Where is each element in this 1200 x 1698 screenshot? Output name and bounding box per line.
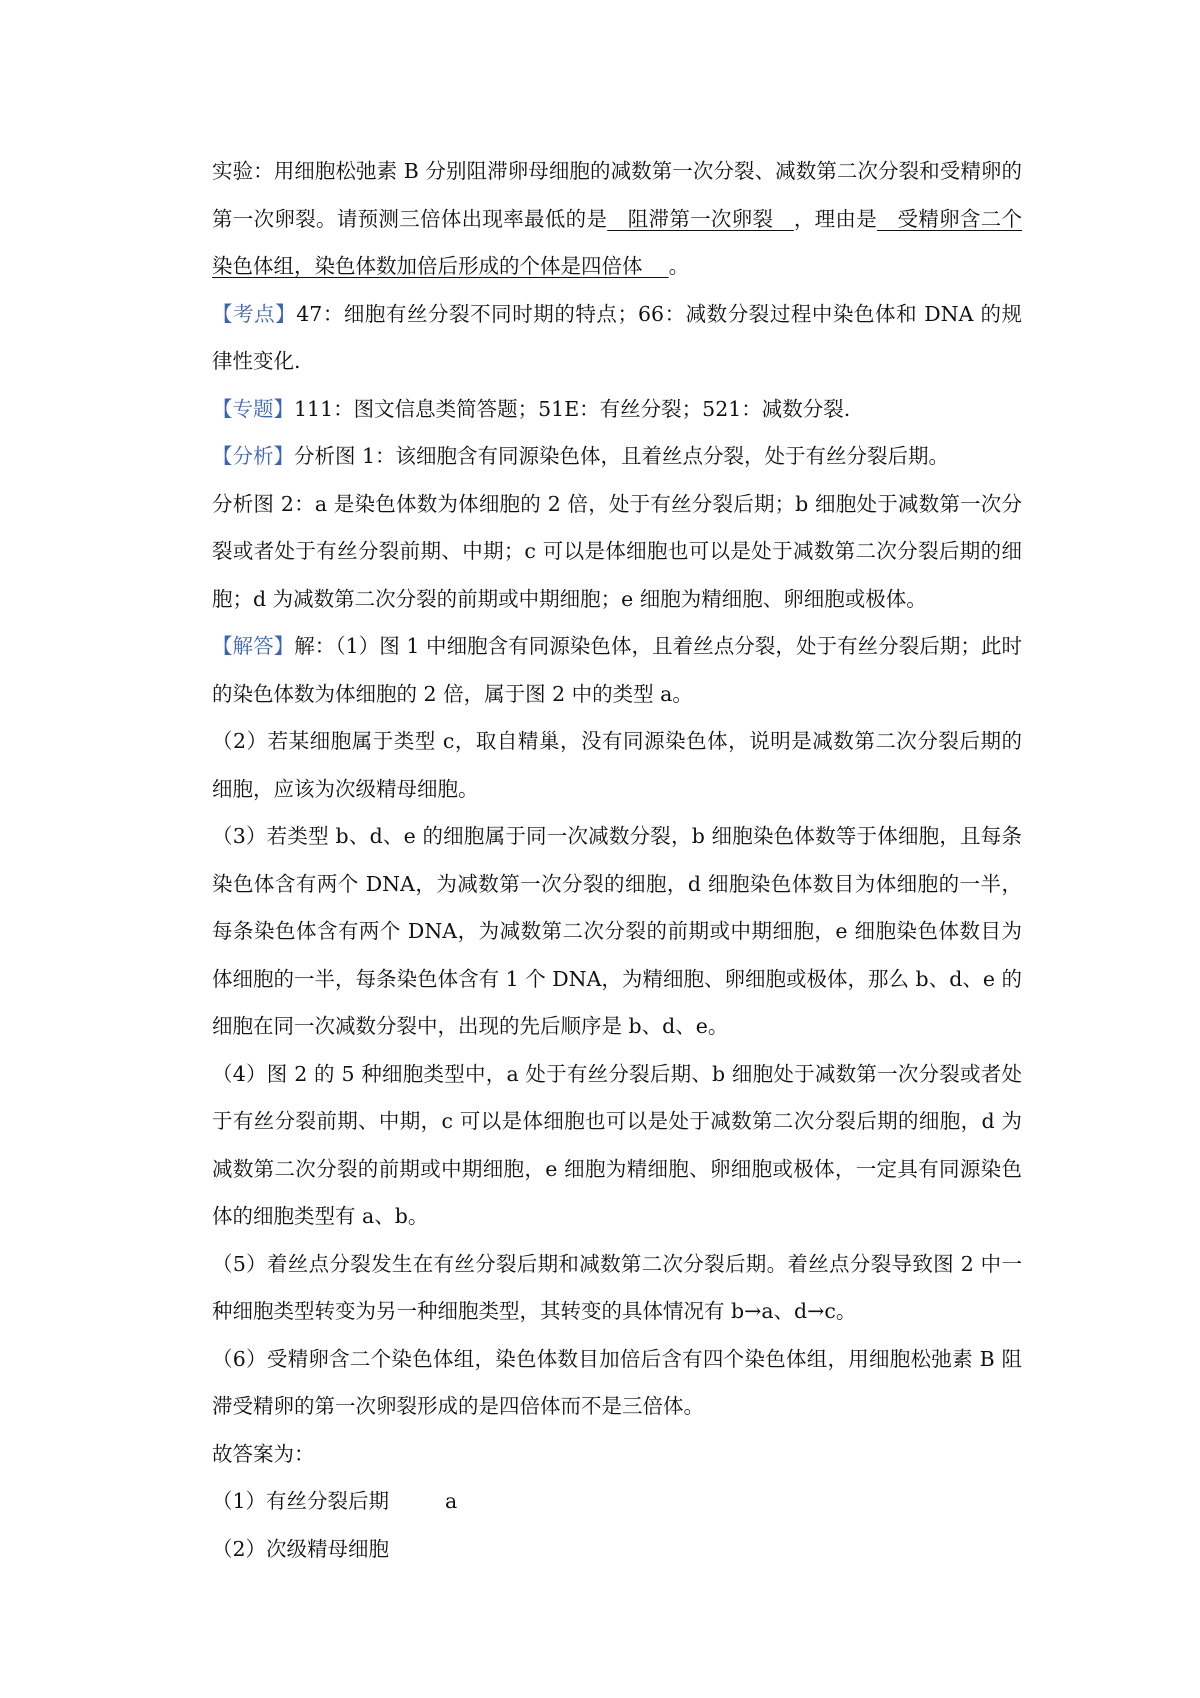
answer-2: （2）次级精母细胞 <box>212 1536 390 1561</box>
zhuanti-tag: 【专题】 <box>212 396 294 421</box>
kaodian-tag: 【考点】 <box>212 301 297 326</box>
jieda-paragraph-3: （3）若类型 b、d、e 的细胞属于同一次减数分裂，b 细胞染色体数等于体细胞，且每条染色体含有两个 DNA，为减数第一次分裂的细胞，d 细胞染色体数目为体细胞的一半，每条染色体含有两个 DNA，为减数第二次分裂的前期或中期细胞，e 细胞染色体数目为体细胞的一半，每条染色体含有 1 个 DNA，为精细胞、卵细胞或极体，那么 b、d、e 的细胞在同一次减数分裂中，出现的先后顺序是 b、d、e。 <box>212 824 1022 1038</box>
answer-blank-2: 受精卵含二个染色体组，染色体数加倍后形成的个体是四倍体 <box>212 206 1023 278</box>
answer-1-label: （1）有丝分裂后期 <box>212 1489 390 1513</box>
answer-1 <box>212 1478 1022 1526</box>
experiment-lead: 实验：用细胞松弛素 B 分别阻滞卵母细胞的减数第一次分裂、减数第二次分裂和受精卵的第一次卵裂。请预测三倍体出现率最低的是 <box>212 159 1022 231</box>
jieda-paragraph-2: （2）若某细胞属于类型 c，取自精巢，没有同源染色体，说明是减数第二次分裂后期的细胞，应该为次级精母细胞。 <box>212 729 1022 801</box>
answer-heading: 故答案为： <box>212 1441 315 1466</box>
answer-blank-1: 阻滞第一次卵裂 <box>607 206 794 231</box>
jieda-tag: 【解答】 <box>212 634 295 658</box>
answer-1-value: a <box>445 1489 458 1513</box>
jieda-p1: 解：（1）图 1 中细胞含有同源染色体，且着丝点分裂，处于有丝分裂后期；此时的染色体数为体细胞的 2 倍，属于图 2 中的类型 a。 <box>212 634 1022 706</box>
zhuanti-text: 111：图文信息类简答题；51E：有丝分裂；521：减数分裂. <box>294 396 851 421</box>
jieda-paragraph-1 <box>212 623 1022 718</box>
fenxi-paragraph-2: 分析图 2：a 是染色体数为体细胞的 2 倍，处于有丝分裂后期；b 细胞处于减数第一次分裂或者处于有丝分裂前期、中期；c 可以是体细胞也可以是处于减数第二次分裂后期的细胞；d 为减数第二次分裂的前期或中期细胞；e 细胞为精细胞、卵细胞或极体。 <box>212 491 1022 611</box>
fenxi-tag: 【分析】 <box>212 444 294 468</box>
experiment-mid: ，理由是 <box>793 206 878 231</box>
kaodian-paragraph <box>212 291 1022 386</box>
experiment-end: 。 <box>668 254 690 278</box>
fenxi-text: 分析图 1：该细胞含有同源染色体，且着丝点分裂，处于有丝分裂后期。 <box>294 444 950 468</box>
fenxi-paragraph <box>212 433 1022 481</box>
experiment-paragraph <box>212 148 1022 291</box>
zhuanti-paragraph <box>212 386 1022 434</box>
kaodian-text: 47：细胞有丝分裂不同时期的特点；66：减数分裂过程中染色体和 DNA 的规律性变化. <box>212 301 1022 373</box>
jieda-paragraph-4: （4）图 2 的 5 种细胞类型中，a 处于有丝分裂后期、b 细胞处于减数第一次分裂或者处于有丝分裂前期、中期，c 可以是体细胞也可以是处于减数第二次分裂后期的细胞，d 为减数第二次分裂的前期或中期细胞，e 细胞为精细胞、卵细胞或极体，一定具有同源染色体的细胞类型有 a、b。 <box>212 1061 1022 1228</box>
jieda-paragraph-5: （5）着丝点分裂发生在有丝分裂后期和减数第二次分裂后期。着丝点分裂导致图 2 中一种细胞类型转变为另一种细胞类型，其转变的具体情况有 b→a、d→c。 <box>212 1251 1022 1323</box>
jieda-paragraph-6: （6）受精卵含二个染色体组，染色体数目加倍后含有四个染色体组，用细胞松弛素 B 阻滞受精卵的第一次卵裂形成的是四倍体而不是三倍体。 <box>212 1346 1022 1418</box>
